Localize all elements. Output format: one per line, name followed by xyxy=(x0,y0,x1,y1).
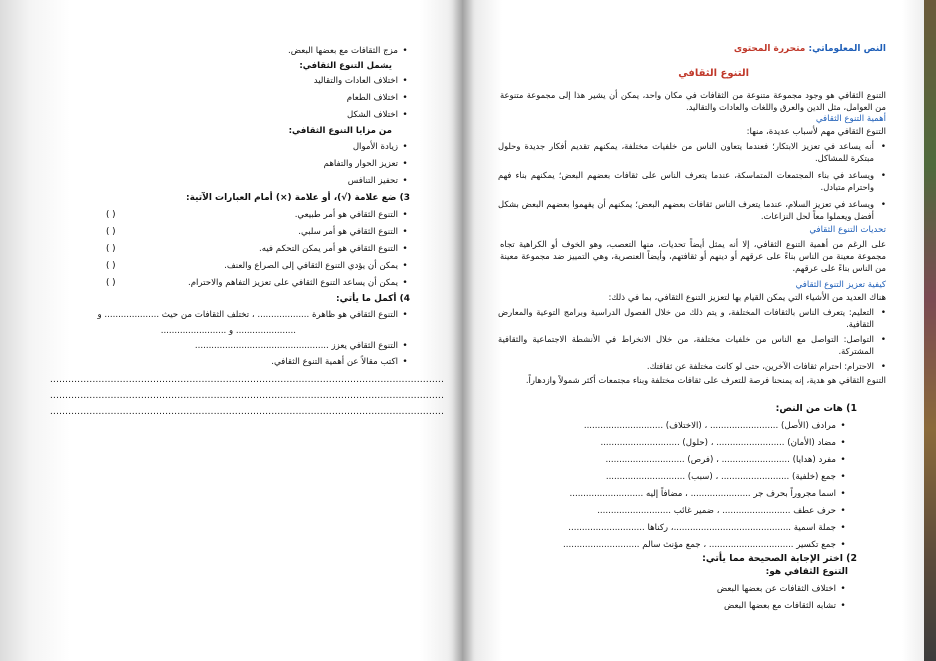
challenges-heading: تحديات التنوع الثقافي xyxy=(809,225,886,235)
challenges-paragraph: على الرغم من أهمية التنوع الثقافي، إلا أنه يمثل أيضاً تحديات، منها التعصب، وهو الخوف أو الكراهية تجاه مجموعة معينة من الناس بناءً على عرقهم أو دينهم أو ثقافتهم، وأيضاً العنصرية، وهي التمييز ضد مجموعة معينة من الناس بناءً على عرقهم. xyxy=(500,239,886,273)
q4-item: • اكتب مقالاً عن أهمية التنوع الثقافي. xyxy=(271,357,410,368)
writing-line[interactable]: .................................................................................................................................. xyxy=(50,375,445,385)
q1-item: • حرف عطف ......................... ، ضمير غائب ........................... xyxy=(597,506,848,517)
header-source: متحررة المحتوى xyxy=(733,44,806,54)
list-item: • زيادة الأموال xyxy=(353,142,410,153)
q3-statement: • يمكن أن يؤدي التنوع الثقافي إلى الصراع والعنف. xyxy=(224,261,410,272)
promote-heading: كيفية تعزيز التنوع الثقافي xyxy=(795,280,886,290)
q4-item: • التنوع الثقافي هو ظاهرة ................... ، تختلف الثقافات من حيث .................... و xyxy=(98,310,410,321)
importance-heading: أهمية التنوع الثقافي xyxy=(815,114,886,124)
importance-item: • أنه يساعد في تعزيز الابتكار؛ فعندما يتعاون الناس من خلفيات مختلفة، يمكنهم تقديم أفكار جديدة وحلول مبتكرة للمشاكل. xyxy=(498,140,886,164)
q1-item: • مفرد (هدايا) ......................... ، (فرص) ............................. xyxy=(605,455,848,466)
conclusion-paragraph: التنوع الثقافي هو هدية، إنه يمنحنا فرصة للتعرف على ثقافات مختلفة وبناء مجتمعات أكثر شمولاً وازدهاراً. xyxy=(525,375,886,385)
list-item: • اختلاف الطعام xyxy=(347,93,410,104)
q2-heading: 2) اختر الإجابة الصحيحة مما يأتي: xyxy=(702,553,857,564)
q1-item: • جمع تكسير ............................... ، جمع مؤنث سالم ............................ xyxy=(563,540,848,551)
writing-line[interactable]: .................................................................................................................................. xyxy=(50,407,445,417)
q1-item: • مرادف (الأصل) ......................... ، (الاختلاف) ............................. xyxy=(584,421,848,432)
list-item: • تحفيز التنافس xyxy=(348,176,410,187)
q3-statement: • يمكن أن يساعد التنوع الثقافي على تعزيز التفاهم والاحترام. xyxy=(188,278,410,289)
q1-heading: 1) هات من النص: xyxy=(775,403,857,414)
q3-statement: • التنوع الثقافي هو أمر يمكن التحكم فيه. xyxy=(259,244,410,255)
first-bullet: • مزج الثقافات مع بعضها البعض. xyxy=(288,46,410,57)
answer-bracket[interactable]: ( ) xyxy=(106,227,116,237)
importance-intro: التنوع الثقافي مهم لأسباب عديدة، منها: xyxy=(746,127,886,137)
q4-heading: 4) أكمل ما يأتي: xyxy=(336,294,410,304)
q2-option[interactable]: • اختلاف الثقافات عن بعضها البعض xyxy=(717,584,848,595)
q3-heading: 3) ضع علامة (√)، أو علامة (×) أمام العبارات الآتية: xyxy=(186,193,410,203)
list-item: • تعزيز الحوار والتفاهم xyxy=(324,159,410,170)
q1-item: • جمع (خلفية) ......................... ، (سبب) ............................. xyxy=(606,472,848,483)
q4-item: • التنوع الثقافي يعزز ................................................. xyxy=(195,341,410,352)
left-page xyxy=(0,0,462,661)
importance-item: • ويساعد في بناء المجتمعات المتماسكة، عندما يتعرف الناس على ثقافات بعضهم البعض؛ يمكنهم بناء فهم واحترام متبادل. xyxy=(498,169,886,193)
q4-item-continued: ...................... و ........................ xyxy=(160,326,296,336)
list-item: • اختلاف العادات والتقاليد xyxy=(314,76,410,87)
header-label: النص المعلوماتي: xyxy=(808,44,886,54)
answer-bracket[interactable]: ( ) xyxy=(106,210,116,220)
q1-item: • جملة اسمية ...........................................، ركناها ............................ xyxy=(568,523,848,534)
importance-item: • ويساعد في تعزيز السلام، عندما يتعرف الناس ثقافات بعضهم البعض؛ يمكنهم أن يفهموا بعضهم البعض بشكل أفضل ويعملوا معاً لحل النزاعات. xyxy=(498,198,886,222)
q1-item: • اسما مجروراً بحرف جر ...................... ، مضافاً إليه ........................... xyxy=(570,489,849,500)
q3-statement: • التنوع الثقافي هو أمر سلبي. xyxy=(298,227,410,238)
answer-bracket[interactable]: ( ) xyxy=(106,261,116,271)
intro-paragraph: التنوع الثقافي هو وجود مجموعة متنوعة من الثقافات في مكان واحد، يمكن أن يشير هذا إلى مجموعة متنوعة من العوامل، مثل الدين والعرق واللغات والعادات والتقاليد. xyxy=(500,90,886,112)
promote-item: • التعليم: يتعرف الناس بالثقافات المختلفة، و يتم ذلك من خلال الفصول الدراسية وبرامج التوعية والمعارض الثقافية. xyxy=(498,306,886,330)
list-item: • اختلاف الشكل xyxy=(347,110,410,121)
page-header xyxy=(734,44,886,55)
right-page xyxy=(462,0,924,661)
book-binding-shadow xyxy=(452,0,474,661)
writing-line[interactable]: .................................................................................................................................. xyxy=(50,391,445,401)
includes-heading: يشمل التنوع الثقافي: xyxy=(299,61,392,71)
answer-bracket[interactable]: ( ) xyxy=(106,278,116,288)
page-title: التنوع الثقافي xyxy=(678,68,749,79)
promote-item: • التواصل: التواصل مع الناس من خلفيات مختلفة، من خلال الانخراط في الأنشطة الاجتماعية والثقافية المشتركة. xyxy=(498,333,886,357)
page-edge-strip xyxy=(924,0,936,661)
promote-item: • الاحترام: احترام ثقافات الآخرين، حتى لو كانت مختلفة عن ثقافتك. xyxy=(498,360,886,372)
promote-intro: هناك العديد من الأشياء التي يمكن القيام بها لتعزيز التنوع الثقافي، بما في ذلك: xyxy=(608,293,886,303)
q2-subheading: التنوع الثقافي هو: xyxy=(765,567,848,577)
q1-item: • مضاد (الأمان) ......................... ، (حلول) ............................. xyxy=(600,438,848,449)
q2-option[interactable]: • تشابه الثقافات مع بعضها البعض xyxy=(724,601,848,612)
advantages-heading: من مزايا التنوع الثقافي: xyxy=(288,126,392,136)
q3-statement: • التنوع الثقافي هو أمر طبيعي. xyxy=(295,210,410,221)
answer-bracket[interactable]: ( ) xyxy=(106,244,116,254)
